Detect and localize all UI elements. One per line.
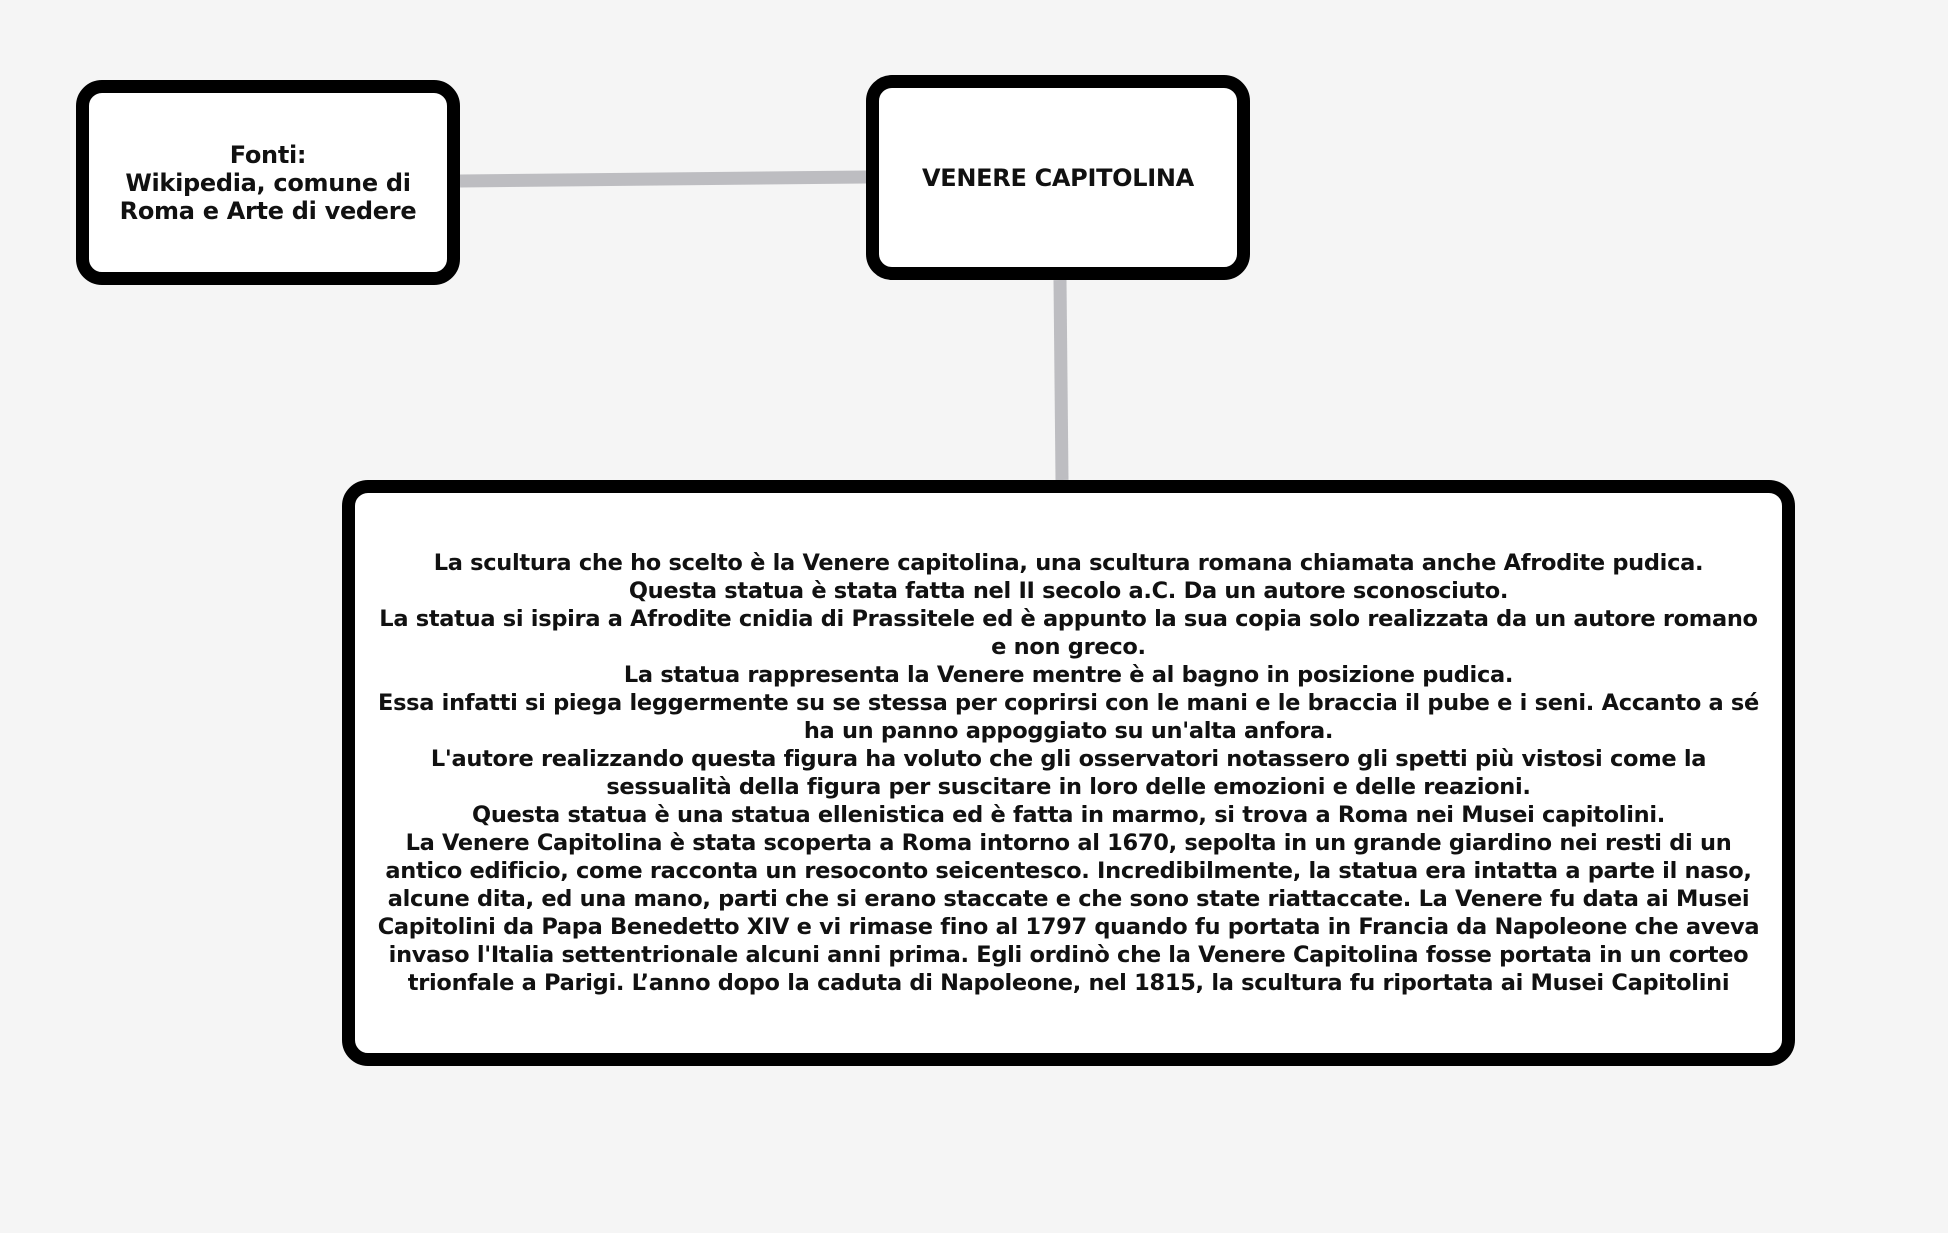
description-text (377, 549, 1760, 997)
fonti-line-3: Roma e Arte di vedere (119, 196, 417, 225)
description-paragraph-6: L'autore realizzando questa figura ha voluto che gli osservatori notassero gli spetti più vistosi come la sessualità della figura per suscitare in loro delle emozioni e delle reazioni. (430, 746, 1707, 800)
connector-title-description (1060, 280, 1062, 480)
description-paragraph-4: La statua rappresenta la Venere mentre è al bagno in posizione pudica. (623, 662, 1514, 688)
fonti-text (120, 141, 417, 225)
connector-fonti-title (460, 177, 866, 181)
description-paragraph-3: La statua si ispira a Afrodite cnidia di Prassitele ed è appunto la sua copia solo realizzata da un autore romano e non greco. (379, 606, 1758, 660)
description-paragraph-1: La scultura che ho scelto è la Venere capitolina, una scultura romana chiamata anche Afrodite pudica. (433, 550, 1704, 576)
description-paragraph-8: La Venere Capitolina è stata scoperta a Roma intorno al 1670, sepolta in un grande giardino nei resti di un antico edificio, come racconta un resoconto seicentesco. Incredibilmente, la statua era intatta a parte il naso, alcune dita, ed una mano, parti che si erano staccate e che sono state riattaccate. La Venere fu data ai Musei Capitolini da Papa Benedetto XIV e vi rimase fino al 1797 quando fu portata in Francia da Napoleone che aveva invaso l'Italia settentrionale alcuni anni prima. Egli ordinò che la Venere Capitolina fosse portata in un corteo trionfale a Parigi. L’anno dopo la caduta di Napoleone, nel 1815, la scultura fu riportata ai Musei Capitolini (377, 830, 1760, 996)
description-node[interactable] (342, 480, 1795, 1066)
fonti-line-1: Fonti: (229, 140, 307, 169)
description-paragraph-2: Questa statua è stata fatta nel II secolo a.C. Da un autore sconosciuto. (628, 578, 1509, 604)
fonti-node[interactable] (76, 80, 460, 285)
title-text: VENERE CAPITOLINA (922, 163, 1194, 192)
title-node[interactable] (866, 75, 1250, 280)
fonti-line-2: Wikipedia, comune di (125, 168, 411, 197)
description-paragraph-5: Essa infatti si piega leggermente su se stessa per coprirsi con le mani e le braccia il pube e i seni. Accanto a sé ha un panno appoggiato su un'alta anfora. (378, 690, 1759, 744)
description-paragraph-7: Questa statua è una statua ellenistica ed è fatta in marmo, si trova a Roma nei Musei capitolini. (472, 802, 1665, 828)
